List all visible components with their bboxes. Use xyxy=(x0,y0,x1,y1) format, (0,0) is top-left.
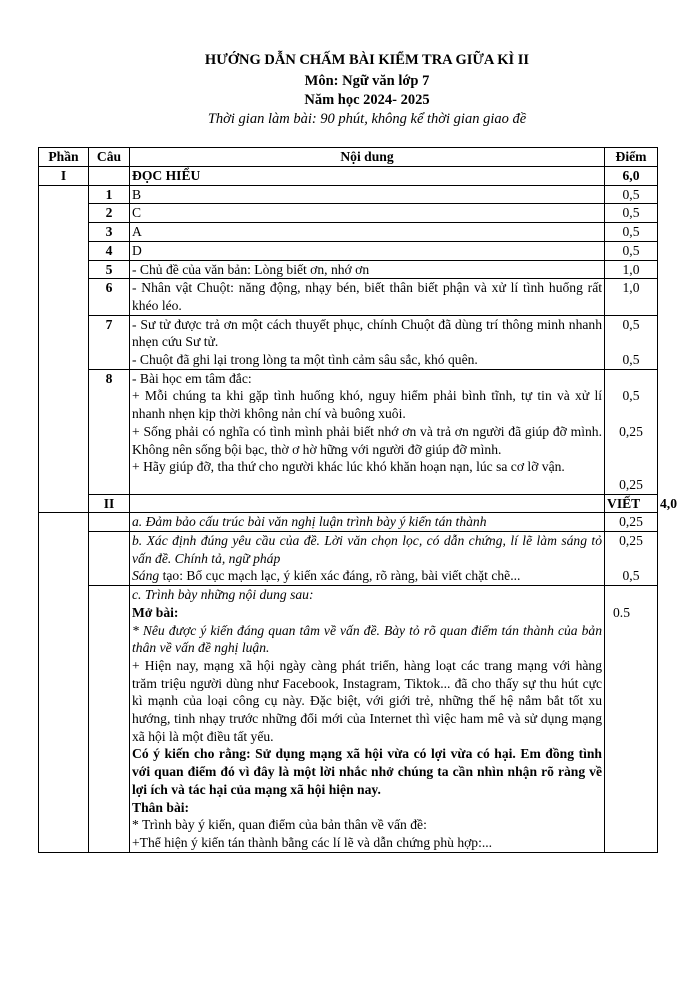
criterion-b-score: 0,25 xyxy=(619,533,643,549)
table-row-a xyxy=(39,513,658,532)
criterion-c-score: 0.5 xyxy=(613,604,630,620)
table-row-c xyxy=(39,586,658,853)
than-bai-sub: +Thể hiện ý kiến tán thành bằng các lí lẽ và dẫn chứng phù hợp:... xyxy=(132,834,493,850)
table-row: 4 D 0,5 xyxy=(39,241,658,260)
q7-line1: - Sư tử được trả ơn một cách thuyết phục, chính Chuột đã dùng trí thông minh nhanh nhẹn cứu Sư tử. xyxy=(132,316,602,350)
criterion-creative: Sáng tạo: Bố cục mạch lạc, ý kiến xác đáng, rõ ràng, bài viết chặt chẽ... xyxy=(132,568,521,584)
part1-title-row xyxy=(39,167,658,186)
part1-title: ĐỌC HIỂU xyxy=(130,167,605,186)
criterion-a: a. Đảm bảo cấu trúc bài văn nghị luận trình bày ý kiến tán thành xyxy=(130,513,605,532)
criterion-creative-score: 0,5 xyxy=(622,568,640,584)
table-header-row xyxy=(39,148,658,167)
criterion-b: b. Xác định đúng yêu cầu của đề. Lời văn chọn lọc, có dẫn chứng, lí lẽ làm sáng tỏ vấn đề. Chính tả, ngữ pháp xyxy=(132,533,602,566)
q8-item-3: + Hãy giúp đỡ, tha thứ cho người khác lúc khó khăn hoạn nạn, lúc sa cơ lỡ vận. xyxy=(132,459,565,475)
header-score: Điểm xyxy=(605,148,658,167)
table-row-b xyxy=(39,532,658,586)
part1-span-cell xyxy=(39,185,89,513)
q8-item-2: + Sống phải có nghĩa có tình mình phải biết nhớ ơn và trả ơn người đã giúp đỡ mình. Không nên sống bội bạc, thờ ơ hờ hững với người đỡ giúp đỡ mình. xyxy=(132,423,602,457)
header-part: Phần xyxy=(39,148,89,167)
q8-intro: - Bài học em tâm đắc: xyxy=(132,370,252,386)
mo-bai-point: * Nêu được ý kiến đáng quan tâm về vấn đề. Bày tỏ rõ quan điểm tán thành của bản thân về vấn đề nghị luận. xyxy=(132,622,602,656)
document-title: HƯỚNG DẪN CHẤM BÀI KIỂM TRA GIỮA KÌ II xyxy=(204,52,530,68)
table-row: 5 - Chủ đề của văn bản: Lòng biết ơn, nhớ ơn 1,0 xyxy=(39,260,658,279)
q8-score-3: 0,25 xyxy=(619,476,643,492)
header-question: Câu xyxy=(89,148,130,167)
q8-score-1: 0,5 xyxy=(622,388,640,404)
mo-bai-heading: Mở bài: xyxy=(132,604,179,620)
part2-title-row: II VIẾT 4,0 xyxy=(39,494,658,513)
than-bai-heading: Thân bài: xyxy=(132,799,190,815)
table-row-q8: 8 - Bài học em tâm đắc: + Mỗi chúng ta khi gặp tình huống khó, nguy hiểm phải bình tĩnh, tự tin và xử lí nhanh nhẹn kịp thời không nản chí và buông xuôi. + Sống phải có nghĩa có tình mình phải biết nhớ ơn và trả ơn người đã giúp đỡ mình. Không nên sống bội bạc, thờ ơ hờ hững với người đỡ giúp đỡ mình. + Hãy giúp đỡ, tha thứ cho người khác lúc khó khăn hoạn nạn, lúc sa cơ lỡ vận. 0,5 0,25 0,25 xyxy=(39,369,658,494)
part2-title: VIẾT xyxy=(605,494,658,513)
criterion-a-score: 0,25 xyxy=(605,513,658,532)
part2-label: II xyxy=(89,494,130,513)
q7-line2: - Chuột đã ghi lại trong lòng ta một tình cảm sâu sắc, khó quên. xyxy=(132,352,478,368)
than-bai-point: * Trình bày ý kiến, quan điểm của bản thân về vấn đề: xyxy=(132,817,427,833)
grading-table xyxy=(38,147,677,853)
subject-line: Môn: Ngữ văn lớp 7 xyxy=(304,73,430,89)
table-row: 6 - Nhân vật Chuột: năng động, nhạy bén, biết thân biết phận và xử lí tình huống rất khéo léo. 1,0 xyxy=(39,279,658,315)
school-year-line: Năm học 2024- 2025 xyxy=(304,92,430,108)
table-row-q7: 7 - Sư tử được trả ơn một cách thuyết phục, chính Chuột đã dùng trí thông minh nhanh nhẹn cứu Sư tử. - Chuột đã ghi lại trong lòng ta một tình cảm sâu sắc, khó quên. 0,5 0,5 xyxy=(39,315,658,369)
table-row: 3 A 0,5 xyxy=(39,223,658,242)
part1-label: I xyxy=(39,167,89,186)
exam-time-line: Thời gian làm bài: 90 phút, không kể thời gian giao đề xyxy=(207,111,527,127)
criterion-c-heading: c. Trình bày những nội dung sau: xyxy=(132,587,314,603)
q8-score-2: 0,25 xyxy=(619,423,643,439)
opinion-statement: Có ý kiến cho rằng: Sử dụng mạng xã hội vừa có lợi vừa có hại. Em đồng tình với quan điểm đó vì đây là một lời nhắc nhở chúng ta cần nhìn nhận rõ ràng về lợi ích và tác hại của mạng xã hội hiện nay. xyxy=(132,746,602,797)
q7-score1: 0,5 xyxy=(622,316,640,332)
table-row: 1 B 0,5 xyxy=(39,185,658,204)
part1-score: 6,0 xyxy=(605,167,658,186)
mo-bai-paragraph: + Hiện nay, mạng xã hội ngày càng phát triển, hàng loạt các trang mạng với hàng trăm triệu người dùng như Facebook, Instagram, Tiktok... đã cho thấy sự thu hút cực kì mạnh của loại công cụ này. Đặc biệt, với giới trẻ, những thế hệ nắm bắt tốt xu hướng, tinh nhạy trước những đổi mới của Internet thì việc ham mê và sử dụng mạng xã hội là một điều tất yếu. xyxy=(132,657,602,744)
q8-item-1: + Mỗi chúng ta khi gặp tình huống khó, nguy hiểm phải bình tĩnh, tự tin và xử lí nhanh nhẹn kịp thời không nản chí và buông xuôi. xyxy=(132,388,602,422)
header-content: Nội dung xyxy=(130,148,605,167)
q7-score2: 0,5 xyxy=(622,352,640,368)
table-row: 2 C 0,5 xyxy=(39,204,658,223)
